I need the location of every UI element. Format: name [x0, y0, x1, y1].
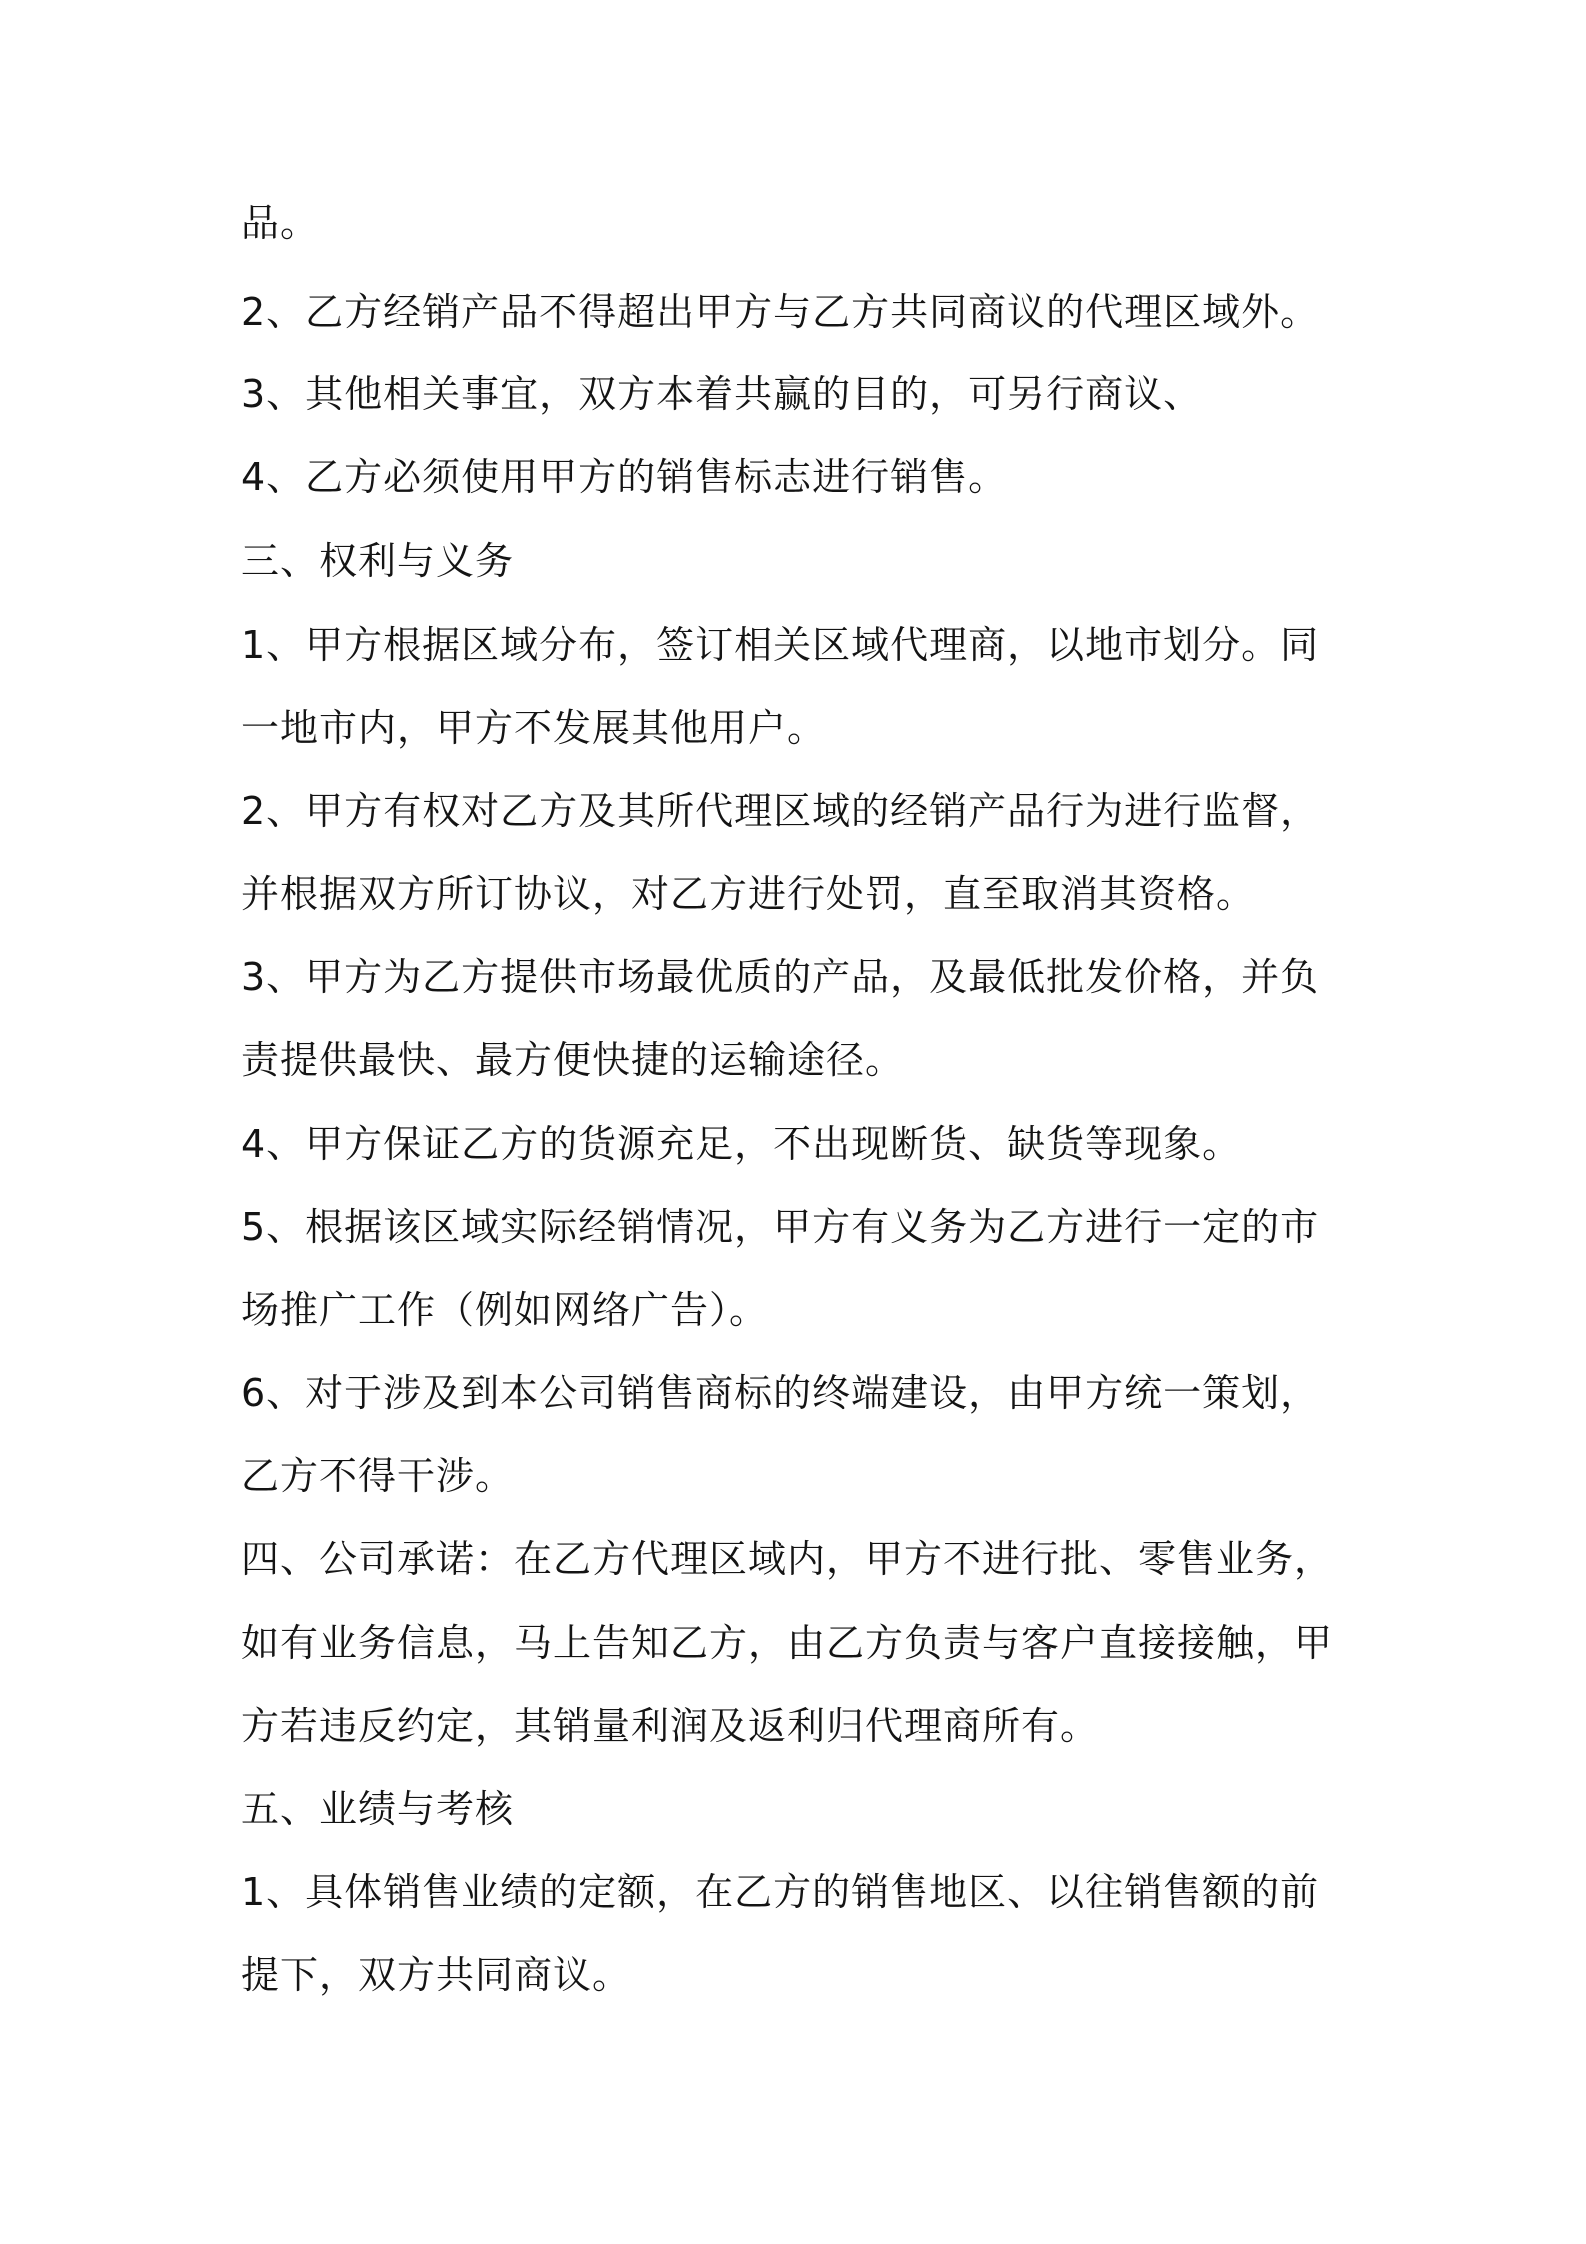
section-heading: 四、公司承诺：在乙方代理区域内，甲方不进行批、零售业务，: [241, 1537, 1334, 1581]
text-line: 责提供最快、最方便快捷的运输途径。: [241, 1038, 905, 1082]
text-line: 4、乙方必须使用甲方的销售标志进行销售。: [241, 455, 1008, 499]
text-line: 1、甲方根据区域分布，签订相关区域代理商，以地市划分。同: [241, 623, 1320, 667]
text-line: 场推广工作（例如网络广告）。: [241, 1288, 769, 1332]
text-line: 并根据双方所订协议，对乙方进行处罚，直至取消其资格。: [241, 872, 1256, 916]
text-line: 6、对于涉及到本公司销售商标的终端建设，由甲方统一策划，: [241, 1371, 1320, 1415]
text-line: 品。: [241, 201, 320, 245]
text-line: 提下，双方共同商议。: [241, 1953, 632, 1997]
text-line: 乙方不得干涉。: [241, 1454, 515, 1498]
text-line: 一地市内，甲方不发展其他用户。: [241, 706, 827, 750]
text-line: 1、具体销售业绩的定额，在乙方的销售地区、以往销售额的前: [241, 1870, 1320, 1914]
text-line: 2、甲方有权对乙方及其所代理区域的经销产品行为进行监督，: [241, 789, 1320, 833]
text-line: 2、乙方经销产品不得超出甲方与乙方共同商议的代理区域外。: [241, 290, 1320, 334]
text-line: 方若违反约定，其销量利润及返利归代理商所有。: [241, 1704, 1100, 1748]
section-heading: 三、权利与义务: [241, 539, 515, 583]
text-line: 如有业务信息，马上告知乙方，由乙方负责与客户直接接触，甲: [241, 1621, 1334, 1665]
text-line: 3、甲方为乙方提供市场最优质的产品，及最低批发价格，并负: [241, 955, 1320, 999]
text-line: 3、其他相关事宜，双方本着共赢的目的，可另行商议、: [241, 372, 1203, 416]
section-heading: 五、业绩与考核: [241, 1787, 515, 1831]
text-line: 4、甲方保证乙方的货源充足，不出现断货、缺货等现象。: [241, 1122, 1242, 1166]
text-line: 5、根据该区域实际经销情况，甲方有义务为乙方进行一定的市: [241, 1205, 1320, 1249]
